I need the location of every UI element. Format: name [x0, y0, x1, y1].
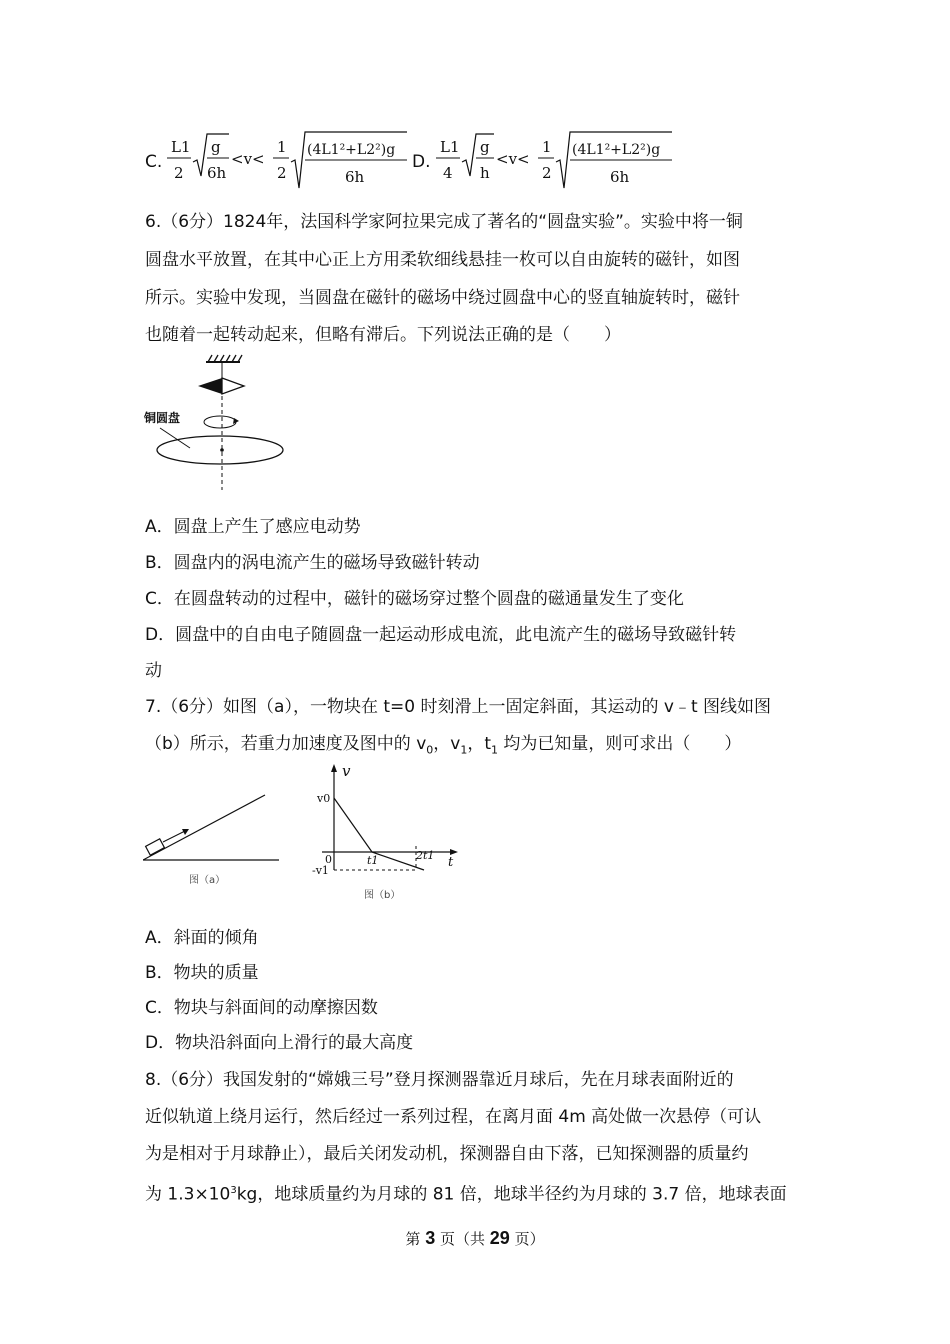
option-c-label: C. — [145, 152, 163, 172]
d-left-num: L1 — [440, 138, 460, 156]
origin-label: 0 — [325, 853, 332, 866]
d-right-radden: 6h — [610, 168, 630, 186]
disk-experiment-figure — [140, 352, 300, 492]
page-footer: 第 3 页（共 29 页） — [405, 1228, 545, 1248]
q7-line-2: （b）所示，若重力加速度及图中的 $v_0$，$v_1$，$t_1$ 均为已知量，则可求出（ ） — [145, 734, 742, 757]
d-left-radnum: g — [480, 138, 490, 156]
q7-option-a: A．斜面的倾角 — [145, 928, 259, 948]
q7-line-1: 7.（6分）如图（a），一物块在 t=0 时刻滑上一固定斜面，其运动的 v﹣t 图线如图 — [145, 697, 772, 717]
incline-figure-a — [143, 790, 288, 890]
q6-line-1: 6.（6分）1824年，法国科学家阿拉果完成了著名的“圆盘实验”。实验中将一铜 — [145, 212, 743, 232]
c-right-radden: 6h — [345, 168, 365, 186]
q8-line-3: 为是相对于月球静止），最后关闭发动机，探测器自由下落，已知探测器的质量约 — [145, 1144, 749, 1164]
d-left-radden: h — [480, 164, 490, 182]
2t1-label: 2t1 — [416, 849, 435, 862]
page-total: 29 — [489, 1228, 510, 1248]
c-right-coefnum: 1 — [277, 138, 287, 156]
q7-option-c: C．物块与斜面间的动摩擦因数 — [145, 998, 378, 1018]
v-axis-label: v — [342, 762, 351, 780]
q6-line-2: 圆盘水平放置，在其中心正上方用柔软细线悬挂一枚可以自由旋转的磁针，如图 — [145, 250, 740, 270]
q6-line-3: 所示。实验中发现，当圆盘在磁针的磁场中绕过圆盘中心的竖直轴旋转时，磁针 — [145, 288, 740, 308]
d-ltvlt: <v< — [496, 150, 530, 168]
option-d-formula — [432, 128, 682, 190]
d-right-radnum: (4L1²+L2²)g — [572, 142, 661, 158]
q6-option-a: A．圆盘上产生了感应电动势 — [145, 517, 361, 537]
q6-option-c: C．在圆盘转动的过程中，磁针的磁场穿过整个圆盘的磁通量发生了变化 — [145, 589, 684, 609]
d-left-den: 4 — [443, 164, 453, 182]
d-right-coefden: 2 — [542, 164, 552, 182]
vt-graph-figure-b — [312, 762, 467, 904]
d-right-coefnum: 1 — [542, 138, 552, 156]
q8-line-4: 为 $1.3\times 10^3kg$，地球质量约为月球的 81 倍，地球半径约为月球的 3.7 倍，地球表面 — [145, 1184, 787, 1205]
q6-line-4: 也随着一起转动起来，但略有滞后。下列说法正确的是（ ） — [145, 325, 621, 345]
q8-line-2: 近似轨道上绕月运行，然后经过一系列过程，在离月面 4m 高处做一次悬停（可认 — [145, 1107, 762, 1127]
q7-option-b: B．物块的质量 — [145, 963, 259, 983]
neg-v1-label: -v1 — [312, 864, 329, 877]
t1-label: t1 — [367, 854, 379, 867]
option-d-label: D. — [412, 152, 431, 172]
fig-b-caption: 图（b） — [364, 890, 401, 901]
disk-label: 铜圆盘 — [144, 411, 181, 425]
fig-a-caption: 图（a） — [189, 875, 226, 886]
c-right-coefden: 2 — [277, 164, 287, 182]
c-left-radden: 6h — [207, 164, 227, 182]
v0-label: v0 — [317, 792, 331, 805]
option-c-formula — [163, 128, 413, 190]
t-axis-label: t — [448, 855, 454, 870]
q6-option-d-cont: 动 — [145, 661, 162, 681]
q7-option-d: D．物块沿斜面向上滑行的最大高度 — [145, 1033, 414, 1053]
c-left-radnum: g — [211, 138, 221, 156]
q6-option-d: D．圆盘中的自由电子随圆盘一起运动形成电流，此电流产生的磁场导致磁针转 — [145, 625, 737, 645]
q8-line-1: 8.（6分）我国发射的“嫦娥三号”登月探测器靠近月球后，先在月球表面附近的 — [145, 1070, 734, 1090]
c-right-radnum: (4L1²+L2²)g — [307, 142, 396, 158]
c-left-den: 2 — [174, 164, 184, 182]
c-ltvlt: <v< — [231, 150, 265, 168]
page-number: 3 — [425, 1228, 436, 1248]
q6-option-b: B．圆盘内的涡电流产生的磁场导致磁针转动 — [145, 553, 480, 573]
c-left-num: L1 — [171, 138, 191, 156]
